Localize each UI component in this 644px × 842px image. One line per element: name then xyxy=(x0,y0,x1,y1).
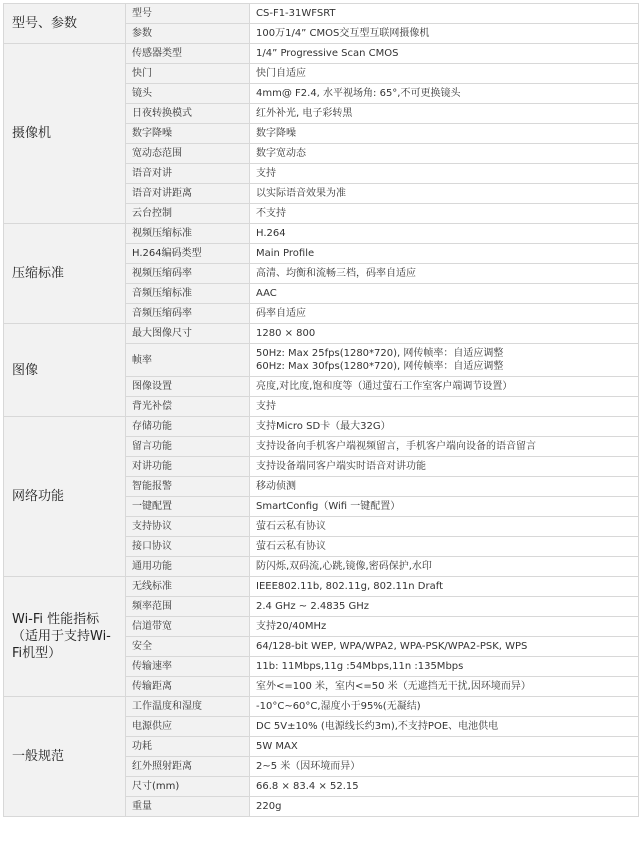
spec-key: 接口协议 xyxy=(126,537,250,557)
spec-value: 以实际语音效果为准 xyxy=(250,184,639,204)
category-label: 一般规范 xyxy=(4,697,126,817)
spec-key: 帧率 xyxy=(126,344,250,377)
spec-key: 语音对讲 xyxy=(126,164,250,184)
spec-value: 移动侦测 xyxy=(250,477,639,497)
spec-value: 支持20/40MHz xyxy=(250,617,639,637)
spec-key: 音频压缩码率 xyxy=(126,304,250,324)
spec-value: 支持设备端同客户端实时语音对讲功能 xyxy=(250,457,639,477)
spec-key: 云台控制 xyxy=(126,204,250,224)
spec-key: 支持协议 xyxy=(126,517,250,537)
spec-value: 萤石云私有协议 xyxy=(250,517,639,537)
spec-value: 64/128-bit WEP, WPA/WPA2, WPA-PSK/WPA2-PSK, WPS xyxy=(250,637,639,657)
spec-key: 留言功能 xyxy=(126,437,250,457)
spec-key: 无线标准 xyxy=(126,577,250,597)
spec-key: 视频压缩标准 xyxy=(126,224,250,244)
spec-value: 萤石云私有协议 xyxy=(250,537,639,557)
spec-value: DC 5V±10% (电源线长约3m),不支持POE、电池供电 xyxy=(250,717,639,737)
spec-row xyxy=(4,4,639,24)
spec-key: 存储功能 xyxy=(126,417,250,437)
spec-value: 数字宽动态 xyxy=(250,144,639,164)
spec-value: 不支持 xyxy=(250,204,639,224)
spec-key: 电源供应 xyxy=(126,717,250,737)
spec-value: IEEE802.11b, 802.11g, 802.11n Draft xyxy=(250,577,639,597)
spec-key: 日夜转换模式 xyxy=(126,104,250,124)
spec-key: 智能报警 xyxy=(126,477,250,497)
spec-value: 支持 xyxy=(250,397,639,417)
spec-value: 数字降噪 xyxy=(250,124,639,144)
spec-value: 66.8 × 83.4 × 52.15 xyxy=(250,777,639,797)
spec-key: 红外照射距离 xyxy=(126,757,250,777)
spec-value: 5W MAX xyxy=(250,737,639,757)
spec-key: 对讲功能 xyxy=(126,457,250,477)
spec-key: 传输距离 xyxy=(126,677,250,697)
spec-key: 音频压缩标准 xyxy=(126,284,250,304)
spec-key: 镜头 xyxy=(126,84,250,104)
spec-value: 220g xyxy=(250,797,639,817)
spec-key: 传感器类型 xyxy=(126,44,250,64)
spec-key: 尺寸(mm) xyxy=(126,777,250,797)
spec-value: 亮度,对比度,饱和度等（通过萤石工作室客户端调节设置） xyxy=(250,377,639,397)
category-label: 图像 xyxy=(4,324,126,417)
spec-key: 图像设置 xyxy=(126,377,250,397)
spec-value: 快门自适应 xyxy=(250,64,639,84)
spec-key: 功耗 xyxy=(126,737,250,757)
spec-value: 支持Micro SD卡（最大32G） xyxy=(250,417,639,437)
spec-value: 室外<=100 米，室内<=50 米（无遮挡无干扰,因环境而异） xyxy=(250,677,639,697)
spec-value: 1280 × 800 xyxy=(250,324,639,344)
spec-row xyxy=(4,577,639,597)
spec-value: 防闪烁,双码流,心跳,镜像,密码保护,水印 xyxy=(250,557,639,577)
category-label: 压缩标准 xyxy=(4,224,126,324)
spec-key: 信道带宽 xyxy=(126,617,250,637)
spec-value: CS-F1-31WFSRT xyxy=(250,4,639,24)
spec-value: SmartConfig（Wifi 一键配置） xyxy=(250,497,639,517)
spec-value: 高清、均衡和流畅三档，码率自适应 xyxy=(250,264,639,284)
category-label: Wi-Fi 性能指标（适用于支持Wi-Fi机型） xyxy=(4,577,126,697)
spec-row xyxy=(4,324,639,344)
spec-value: H.264 xyxy=(250,224,639,244)
spec-key: 安全 xyxy=(126,637,250,657)
spec-value: 支持设备向手机客户端视频留言，手机客户端向设备的语音留言 xyxy=(250,437,639,457)
spec-value: 4mm@ F2.4, 水平视场角: 65°,不可更换镜头 xyxy=(250,84,639,104)
spec-value: 100万1/4” CMOS交互型互联网摄像机 xyxy=(250,24,639,44)
spec-key: 频率范围 xyxy=(126,597,250,617)
spec-value: 码率自适应 xyxy=(250,304,639,324)
spec-value: AAC xyxy=(250,284,639,304)
spec-key: 语音对讲距离 xyxy=(126,184,250,204)
spec-key: 一键配置 xyxy=(126,497,250,517)
spec-value: 11b: 11Mbps,11g :54Mbps,11n :135Mbps xyxy=(250,657,639,677)
spec-key: 参数 xyxy=(126,24,250,44)
spec-value: 2~5 米（因环境而异） xyxy=(250,757,639,777)
spec-key: 传输速率 xyxy=(126,657,250,677)
category-label: 型号、参数 xyxy=(4,4,126,44)
spec-key: 视频压缩码率 xyxy=(126,264,250,284)
spec-value-line: 50Hz: Max 25fps(1280*720), 网传帧率：自适应调整 xyxy=(256,348,504,359)
spec-value: 红外补光, 电子彩转黑 xyxy=(250,104,639,124)
spec-key: H.264编码类型 xyxy=(126,244,250,264)
spec-value xyxy=(250,344,639,377)
spec-row xyxy=(4,224,639,244)
category-label: 网络功能 xyxy=(4,417,126,577)
spec-key: 宽动态范围 xyxy=(126,144,250,164)
spec-row xyxy=(4,44,639,64)
spec-value: -10°C~60°C,湿度小于95%(无凝结) xyxy=(250,697,639,717)
spec-table xyxy=(3,3,639,817)
spec-value: Main Profile xyxy=(250,244,639,264)
spec-value: 支持 xyxy=(250,164,639,184)
spec-key: 最大图像尺寸 xyxy=(126,324,250,344)
spec-value-line: 60Hz: Max 30fps(1280*720), 网传帧率：自适应调整 xyxy=(256,361,504,372)
spec-key: 背光补偿 xyxy=(126,397,250,417)
spec-key: 型号 xyxy=(126,4,250,24)
spec-row xyxy=(4,697,639,717)
spec-key: 数字降噪 xyxy=(126,124,250,144)
spec-table-body xyxy=(4,4,639,817)
spec-key: 快门 xyxy=(126,64,250,84)
spec-key: 工作温度和湿度 xyxy=(126,697,250,717)
spec-value: 1/4” Progressive Scan CMOS xyxy=(250,44,639,64)
spec-value: 2.4 GHz ~ 2.4835 GHz xyxy=(250,597,639,617)
category-label: 摄像机 xyxy=(4,44,126,224)
spec-row xyxy=(4,417,639,437)
spec-key: 重量 xyxy=(126,797,250,817)
spec-key: 通用功能 xyxy=(126,557,250,577)
